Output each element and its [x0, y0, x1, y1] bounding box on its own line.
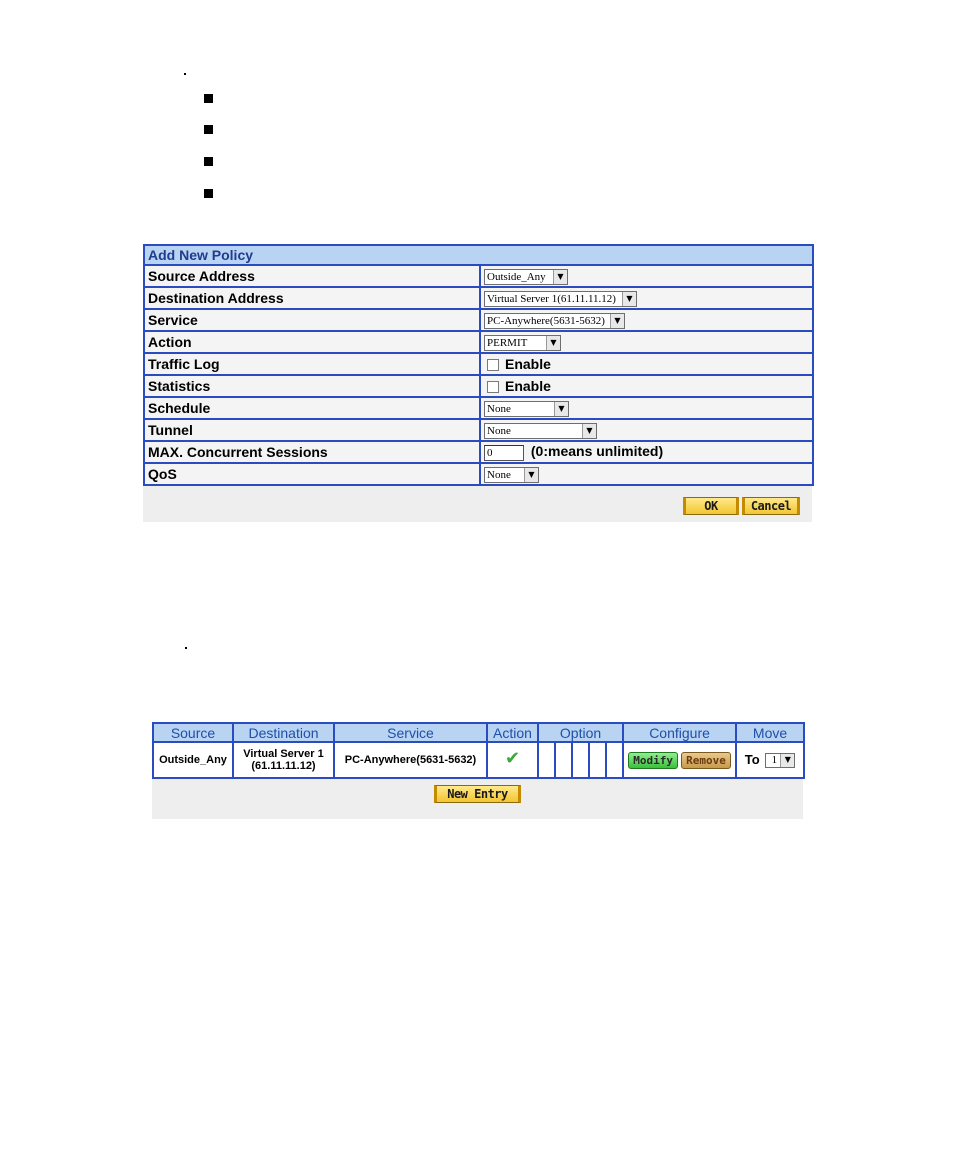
qos-label: QoS: [144, 463, 480, 485]
new-entry-button[interactable]: New Entry: [434, 785, 521, 803]
add-new-policy-form: [143, 244, 812, 522]
table-row: [153, 742, 804, 778]
header-action: Action: [487, 723, 538, 742]
option-cell: [606, 742, 623, 778]
qos-select[interactable]: None ▼: [484, 467, 539, 483]
policy-list: [152, 722, 803, 819]
ok-button[interactable]: OK: [683, 497, 739, 515]
chevron-down-icon: ▼: [622, 292, 636, 306]
move-to-label: To: [744, 751, 760, 767]
option-cell: [589, 742, 606, 778]
bullet-square: [204, 157, 213, 166]
statistics-checkbox[interactable]: [487, 381, 499, 393]
schedule-select[interactable]: None ▼: [484, 401, 569, 417]
chevron-down-icon: ▼: [524, 468, 538, 482]
destination-address-select[interactable]: Virtual Server 1(61.11.11.12) ▼: [484, 291, 637, 307]
header-configure: Configure: [623, 723, 736, 742]
tunnel-select[interactable]: None ▼: [484, 423, 597, 439]
row-source: Outside_Any: [153, 742, 233, 778]
service-select[interactable]: PC-Anywhere(5631-5632) ▼: [484, 313, 625, 329]
bullet-square: [204, 125, 213, 134]
move-select[interactable]: 1 ▼: [765, 753, 795, 768]
row-destination: [233, 742, 334, 778]
tunnel-label: Tunnel: [144, 419, 480, 441]
statistics-enable-label: Enable: [505, 378, 551, 394]
max-sessions-hint: (0:means unlimited): [530, 443, 664, 460]
traffic-log-checkbox[interactable]: [487, 359, 499, 371]
chevron-down-icon: ▼: [546, 336, 560, 350]
max-sessions-label: MAX. Concurrent Sessions: [144, 441, 480, 463]
action-select[interactable]: PERMIT ▼: [484, 335, 561, 351]
form-footer: [143, 486, 812, 522]
destination-line-1: Virtual Server 1: [243, 748, 324, 760]
max-sessions-input[interactable]: 0: [484, 445, 524, 461]
option-cell: [555, 742, 572, 778]
header-service: Service: [334, 723, 487, 742]
cancel-button[interactable]: Cancel: [742, 497, 800, 515]
destination-address-label: Destination Address: [144, 287, 480, 309]
option-cell: [572, 742, 589, 778]
check-icon: ✔: [504, 748, 521, 769]
action-label: Action: [144, 331, 480, 353]
bullet-square: [204, 189, 213, 198]
chevron-down-icon: ▼: [553, 270, 567, 284]
traffic-log-label: Traffic Log: [144, 353, 480, 375]
form-title: Add New Policy: [144, 245, 813, 265]
list-footer: [152, 779, 803, 819]
chevron-down-icon: ▼: [554, 402, 568, 416]
schedule-label: Schedule: [144, 397, 480, 419]
service-label: Service: [144, 309, 480, 331]
row-action: [487, 742, 538, 778]
remove-button[interactable]: Remove: [681, 752, 731, 769]
bullet-dot: [184, 73, 186, 75]
source-address-select[interactable]: Outside_Any ▼: [484, 269, 568, 285]
header-move: Move: [736, 723, 804, 742]
chevron-down-icon: ▼: [780, 754, 794, 767]
row-service: PC-Anywhere(5631-5632): [334, 742, 487, 778]
row-move: [736, 742, 804, 778]
chevron-down-icon: ▼: [610, 314, 624, 328]
header-source: Source: [153, 723, 233, 742]
traffic-log-enable-label: Enable: [505, 356, 551, 372]
row-configure: [623, 742, 736, 778]
chevron-down-icon: ▼: [582, 424, 596, 438]
source-address-label: Source Address: [144, 265, 480, 287]
header-destination: Destination: [233, 723, 334, 742]
option-cell: [538, 742, 555, 778]
destination-line-2: (61.11.11.12): [251, 760, 316, 772]
bullet-square: [204, 94, 213, 103]
modify-button[interactable]: Modify: [628, 752, 678, 769]
statistics-label: Statistics: [144, 375, 480, 397]
header-option: Option: [538, 723, 623, 742]
bullet-dot: [185, 647, 187, 649]
